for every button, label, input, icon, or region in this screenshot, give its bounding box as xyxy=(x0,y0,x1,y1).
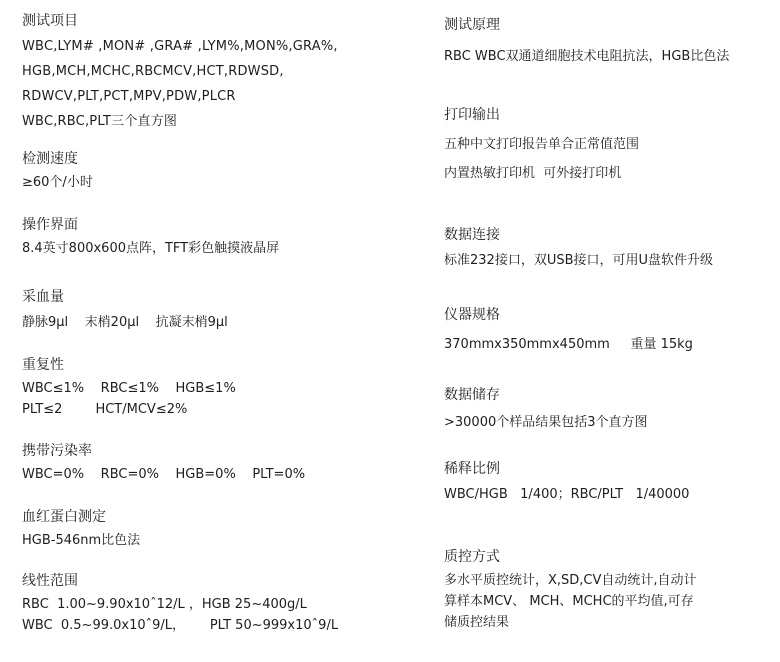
section-title: 数据连接 xyxy=(444,227,500,243)
section-line: WBC,RBC,PLT三个直方图 xyxy=(22,114,178,129)
section-blood-volume xyxy=(22,288,228,333)
section-line: WBC/HGB 1/400；RBC/PLT 1/40000 xyxy=(444,487,690,502)
section-hemoglobin xyxy=(22,508,140,551)
section-line: >30000个样品结果包括3个直方图 xyxy=(444,415,648,430)
section-title: 采血量 xyxy=(22,289,64,305)
section-title: 检测速度 xyxy=(22,151,78,167)
section-line: 标准232接口，双USB接口，可用U盘软件升级 xyxy=(444,253,714,268)
section-data-connection xyxy=(444,226,713,271)
section-line: HGB-546nm比色法 xyxy=(22,533,141,548)
section-title: 仪器规格 xyxy=(444,307,500,323)
section-title: 稀释比例 xyxy=(444,461,500,477)
section-linearity xyxy=(22,572,338,636)
section-line: ≥60个/小时 xyxy=(22,175,93,190)
section-line: RDWCV,PLT,PCT,MPV,PDW,PLCR xyxy=(22,89,236,104)
section-title: 携带污染率 xyxy=(22,443,92,459)
section-title: 测试原理 xyxy=(444,17,500,33)
section-carryover xyxy=(22,442,305,485)
section-title: 测试项目 xyxy=(22,13,78,29)
section-line: HGB,MCH,MCHC,RBCMCV,HCT,RDWSD, xyxy=(22,64,284,79)
section-line: WBC 0.5~99.0x10ˆ9/L， PLT 50~999x10ˆ9/L xyxy=(22,618,339,633)
section-title: 操作界面 xyxy=(22,217,78,233)
section-repeatability xyxy=(22,356,236,420)
section-line: RBC WBC双通道细胞技术电阻抗法，HGB比色法 xyxy=(444,49,730,64)
section-line: 内置热敏打印机 可外接打印机 xyxy=(444,166,622,181)
section-title: 质控方式 xyxy=(444,549,500,565)
section-line: WBC≤1% RBC≤1% HGB≤1% xyxy=(22,381,236,396)
section-line: 储质控结果 xyxy=(444,615,510,630)
section-specifications xyxy=(444,306,693,355)
section-title: 打印输出 xyxy=(444,107,500,123)
section-line: 370mmx350mmx450mm 重量 15kg xyxy=(444,337,693,352)
section-title: 线性范围 xyxy=(22,573,78,589)
section-detection-speed xyxy=(22,150,93,193)
section-test-items xyxy=(22,12,338,132)
section-title: 血红蛋白测定 xyxy=(22,509,106,525)
section-print-output xyxy=(444,106,639,184)
section-line: WBC,LYM# ,MON# ,GRA# ,LYM%,MON%,GRA%, xyxy=(22,39,338,54)
section-line: WBC=0% RBC=0% HGB=0% PLT=0% xyxy=(22,467,306,482)
section-operation-interface xyxy=(22,216,279,259)
section-line: 静脉9μl 末梢20μl 抗凝末梢9μl xyxy=(22,315,228,330)
section-dilution-ratio xyxy=(444,460,689,505)
section-line: 算样本MCV、 MCH、MCHC的平均值,可存 xyxy=(444,594,694,609)
section-data-storage xyxy=(444,386,648,433)
section-line: PLT≤2 HCT/MCV≤2% xyxy=(22,402,188,417)
section-quality-control xyxy=(444,548,697,633)
section-title: 数据储存 xyxy=(444,387,500,403)
section-line: 五种中文打印报告单合正常值范围 xyxy=(444,137,640,152)
section-line: RBC 1.00~9.90x10ˆ12/L ，HGB 25~400g/L xyxy=(22,597,307,612)
section-line: 8.4英寸800x600点阵，TFT彩色触摸液晶屏 xyxy=(22,241,280,256)
section-title: 重复性 xyxy=(22,357,64,373)
section-principle xyxy=(444,16,729,67)
section-line: 多水平质控统计，X,SD,CV自动统计,自动计 xyxy=(444,573,697,588)
